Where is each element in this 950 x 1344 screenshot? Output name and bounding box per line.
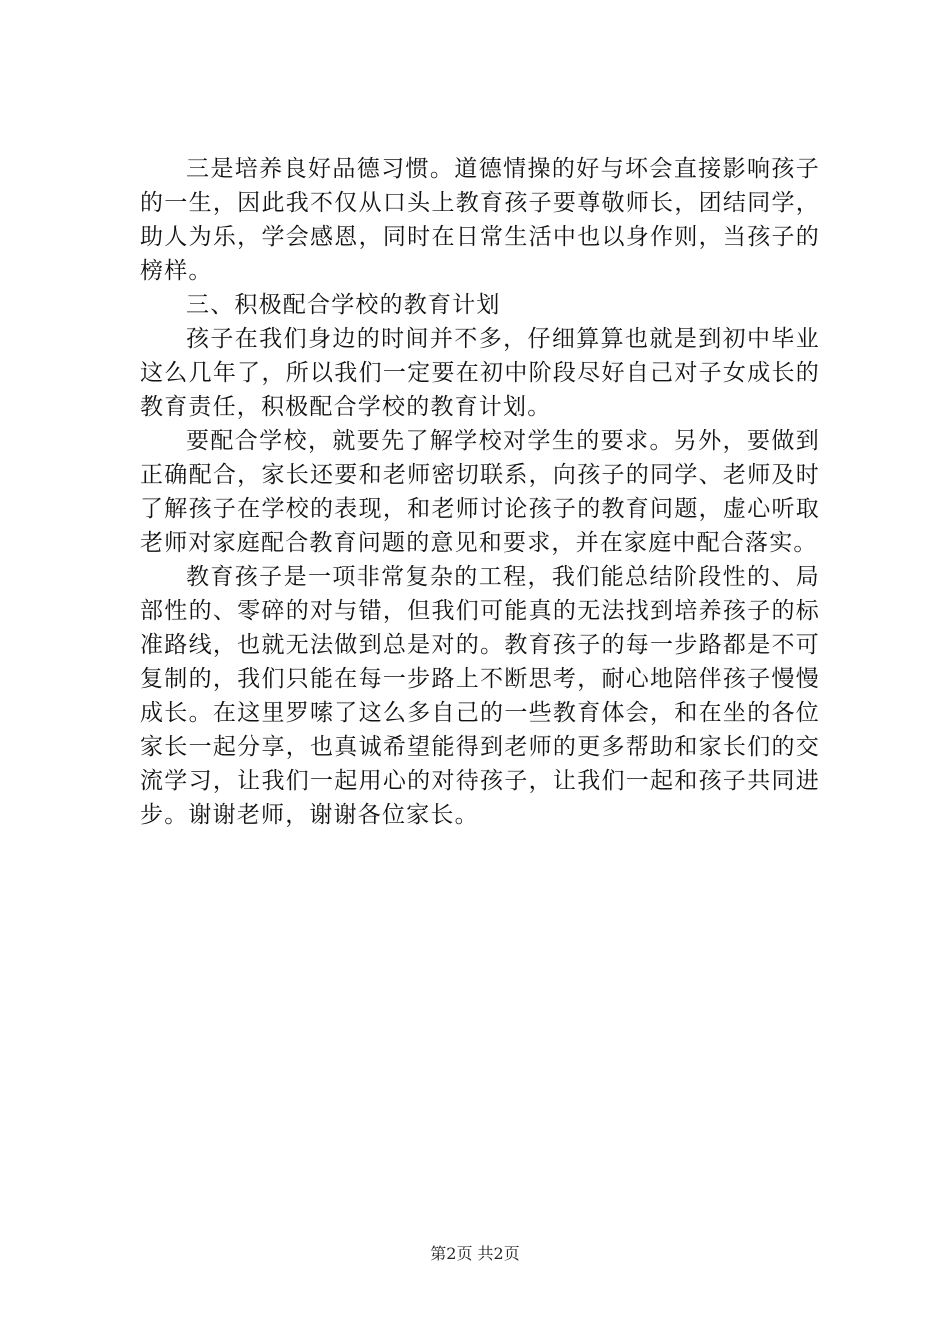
document-body [140, 152, 820, 832]
paragraph-cooperate-with-school: 要配合学校，就要先了解学校对学生的要求。另外，要做到正确配合，家长还要和老师密切联系，向孩子的同学、老师及时了解孩子在学校的表现，和老师讨论孩子的教育问题，虚心听取老师对家庭配合教育问题的意见和要求，并在家庭中配合落实。 [140, 428, 820, 556]
section-heading-cooperate-with-school: 三、积极配合学校的教育计划 [186, 292, 501, 318]
paragraph-moral-habits: 三是培养良好品德习惯。道德情操的好与坏会直接影响孩子的一生，因此我不仅从口头上教育孩子要尊敬师长，团结同学，助人为乐，学会感恩，同时在日常生活中也以身作则，当孩子的榜样。 [140, 156, 820, 284]
paragraph-closing-remarks: 教育孩子是一项非常复杂的工程，我们能总结阶段性的、局部性的、零碎的对与错，但我们可能真的无法找到培养孩子的标准路线，也就无法做到总是对的。教育孩子的每一步路都是不可复制的，我们只能在每一步路上不断思考，耐心地陪伴孩子慢慢成长。在这里罗嗦了这么多自己的一些教育体会，和在坐的各位家长一起分享，也真诚希望能得到老师的更多帮助和家长们的交流学习，让我们一起用心的对待孩子，让我们一起和孩子共同进步。谢谢老师，谢谢各位家长。 [140, 564, 820, 828]
page-number-footer: 第2页 共2页 [430, 1244, 520, 1263]
paragraph-time-with-children: 孩子在我们身边的时间并不多，仔细算算也就是到初中毕业这么几年了，所以我们一定要在初中阶段尽好自己对子女成长的教育责任，积极配合学校的教育计划。 [140, 326, 820, 420]
